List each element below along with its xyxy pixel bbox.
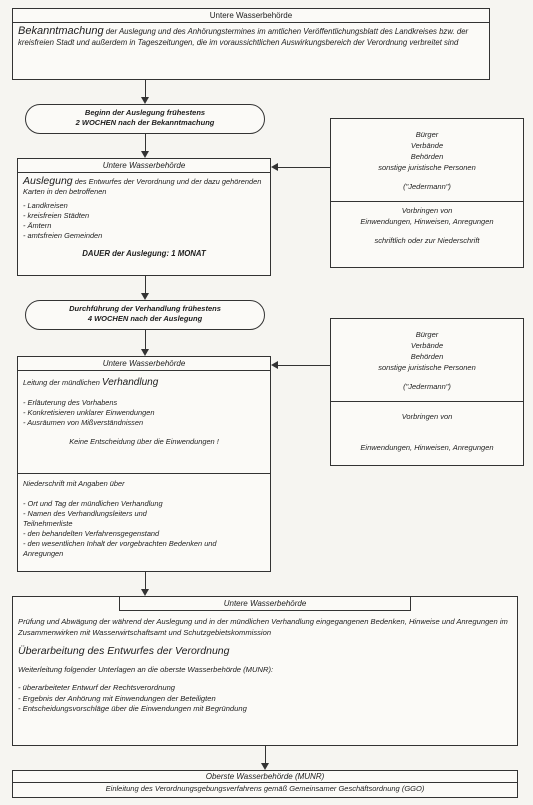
- party-line: Bürger: [415, 330, 439, 339]
- district-list: [23, 201, 265, 241]
- box-header: Oberste Wasserbehörde (MUNR): [13, 771, 517, 783]
- connector-line: [278, 167, 330, 168]
- list-item: - Namen des Verhandlungsleiters und Teilnehmerliste: [23, 509, 188, 529]
- hearing-intro-big: Verhandlung: [101, 377, 159, 388]
- party-line: sonstige juristische Personen: [378, 363, 476, 372]
- timing-banner-2: [25, 300, 265, 330]
- arrow-down-icon: [141, 293, 149, 300]
- public-box-2: [330, 318, 524, 466]
- list-item: - Erläuterung des Vorhabens: [23, 398, 265, 408]
- list-item: - amtsfreien Gemeinden: [23, 231, 265, 241]
- connector-line: [278, 365, 330, 366]
- hearing-list: [23, 398, 265, 428]
- arrow-left-icon: [271, 163, 278, 171]
- review-text: Prüfung und Abwägung der während der Auslegung und in der mündlichen Verhandlung eingegangenen Bedenken, Hinweise und Anregungen im Zusammenwirken mit Wasserwirtschaftsamt und Schutzgebietskommission: [18, 617, 508, 637]
- list-item: - Ausräumen von Mißverständnissen: [23, 418, 265, 428]
- arrow-down-icon: [261, 763, 269, 770]
- timing-banner-1: [25, 104, 265, 134]
- forward-list: [18, 683, 512, 715]
- duration: DAUER der Auslegung: 1 MONAT: [82, 249, 206, 258]
- box-lead: Auslegung: [23, 175, 73, 187]
- arrow-down-icon: [141, 151, 149, 158]
- submit-title: Vorbringen von: [401, 206, 453, 215]
- protocol-title: Niederschrift mit Angaben über: [23, 479, 125, 488]
- box-text: der Auslegung und des Anhörungstermines im amtlichen Veröffentlichungsblatt des Landkreises bzw. der kreisfreien Stadt und außerdem in Tageszeitungen, die im voraussichtlichen Auswirkungsbereich der Verordnung verbreitet sind: [18, 27, 469, 47]
- list-item: - Konkretisieren unklarer Einwendungen: [23, 408, 265, 418]
- arrow-left-icon: [271, 361, 278, 369]
- list-item: - Ämtern: [23, 221, 265, 231]
- box-header: Untere Wasserbehörde: [119, 597, 411, 611]
- timing-line: Beginn der Auslegung frühestens: [84, 108, 206, 117]
- party-line: Bürger: [415, 130, 439, 139]
- box-header: Untere Wasserbehörde: [18, 357, 270, 371]
- box-announcement: [12, 8, 490, 80]
- list-item: - kreisfreien Städten: [23, 211, 265, 221]
- list-item: - Landkreisen: [23, 201, 265, 211]
- list-item: - Entscheidungsvorschläge über die Einwendungen mit Begründung: [18, 704, 512, 715]
- party-line: Verbände: [410, 341, 444, 350]
- arrow-down-icon: [141, 349, 149, 356]
- submit-items: Einwendungen, Hinweisen, Anregungen: [360, 443, 494, 452]
- arrow-down-icon: [141, 589, 149, 596]
- box-supreme-authority: [12, 770, 518, 798]
- forward-text: Weiterleitung folgender Unterlagen an die oberste Wasserbehörde (MUNR):: [18, 664, 274, 674]
- list-item: - überarbeiteter Entwurf der Rechtsverordnung: [18, 683, 512, 694]
- box-lead: Bekanntmachung: [18, 25, 104, 37]
- timing-line: 2 WOCHEN nach der Bekanntmachung: [75, 118, 215, 127]
- hearing-note: Keine Entscheidung über die Einwendungen !: [69, 437, 219, 446]
- box-display: [17, 158, 271, 276]
- hearing-intro: Leitung der mündlichen: [23, 378, 100, 387]
- submit-form: schriftlich oder zur Niederschrift: [374, 236, 480, 245]
- public-box-1: [330, 118, 524, 268]
- box-header: Untere Wasserbehörde: [13, 9, 489, 23]
- jedermann-label: ("Jedermann"): [403, 182, 451, 191]
- box-text: Einleitung des Verordnungsgebungsverfahrens gemäß Gemeinsamer Geschäftsordnung (GGO): [105, 784, 425, 793]
- box-hearing: [17, 356, 271, 572]
- submit-title: Vorbringen von: [401, 412, 453, 421]
- party-line: sonstige juristische Personen: [378, 163, 476, 172]
- list-item: - Ort und Tag der mündlichen Verhandlung: [23, 499, 265, 509]
- protocol-list: [23, 499, 265, 559]
- box-review: [12, 596, 518, 746]
- jedermann-label: ("Jedermann"): [403, 382, 451, 391]
- box-text: des Entwurfes der Verordnung und der dazu gehörenden Karten in den betroffenen: [23, 177, 262, 196]
- party-line: Verbände: [410, 141, 444, 150]
- list-item: - Ergebnis der Anhörung mit Einwendungen der Beteiligten: [18, 694, 512, 705]
- submit-items: Einwendungen, Hinweisen, Anregungen: [360, 217, 494, 226]
- box-header: Untere Wasserbehörde: [18, 159, 270, 173]
- timing-line: Durchführung der Verhandlung frühestens: [69, 304, 221, 313]
- party-line: Behörden: [410, 352, 444, 361]
- list-item: - den wesentlichen Inhalt der vorgebrachten Bedenken und Anregungen: [23, 539, 223, 559]
- review-title: Überarbeitung des Entwurfes der Verordnung: [18, 645, 230, 657]
- party-line: Behörden: [410, 152, 444, 161]
- list-item: - den behandelten Verfahrensgegenstand: [23, 529, 265, 539]
- arrow-down-icon: [141, 97, 149, 104]
- timing-line: 4 WOCHEN nach der Auslegung: [87, 314, 203, 323]
